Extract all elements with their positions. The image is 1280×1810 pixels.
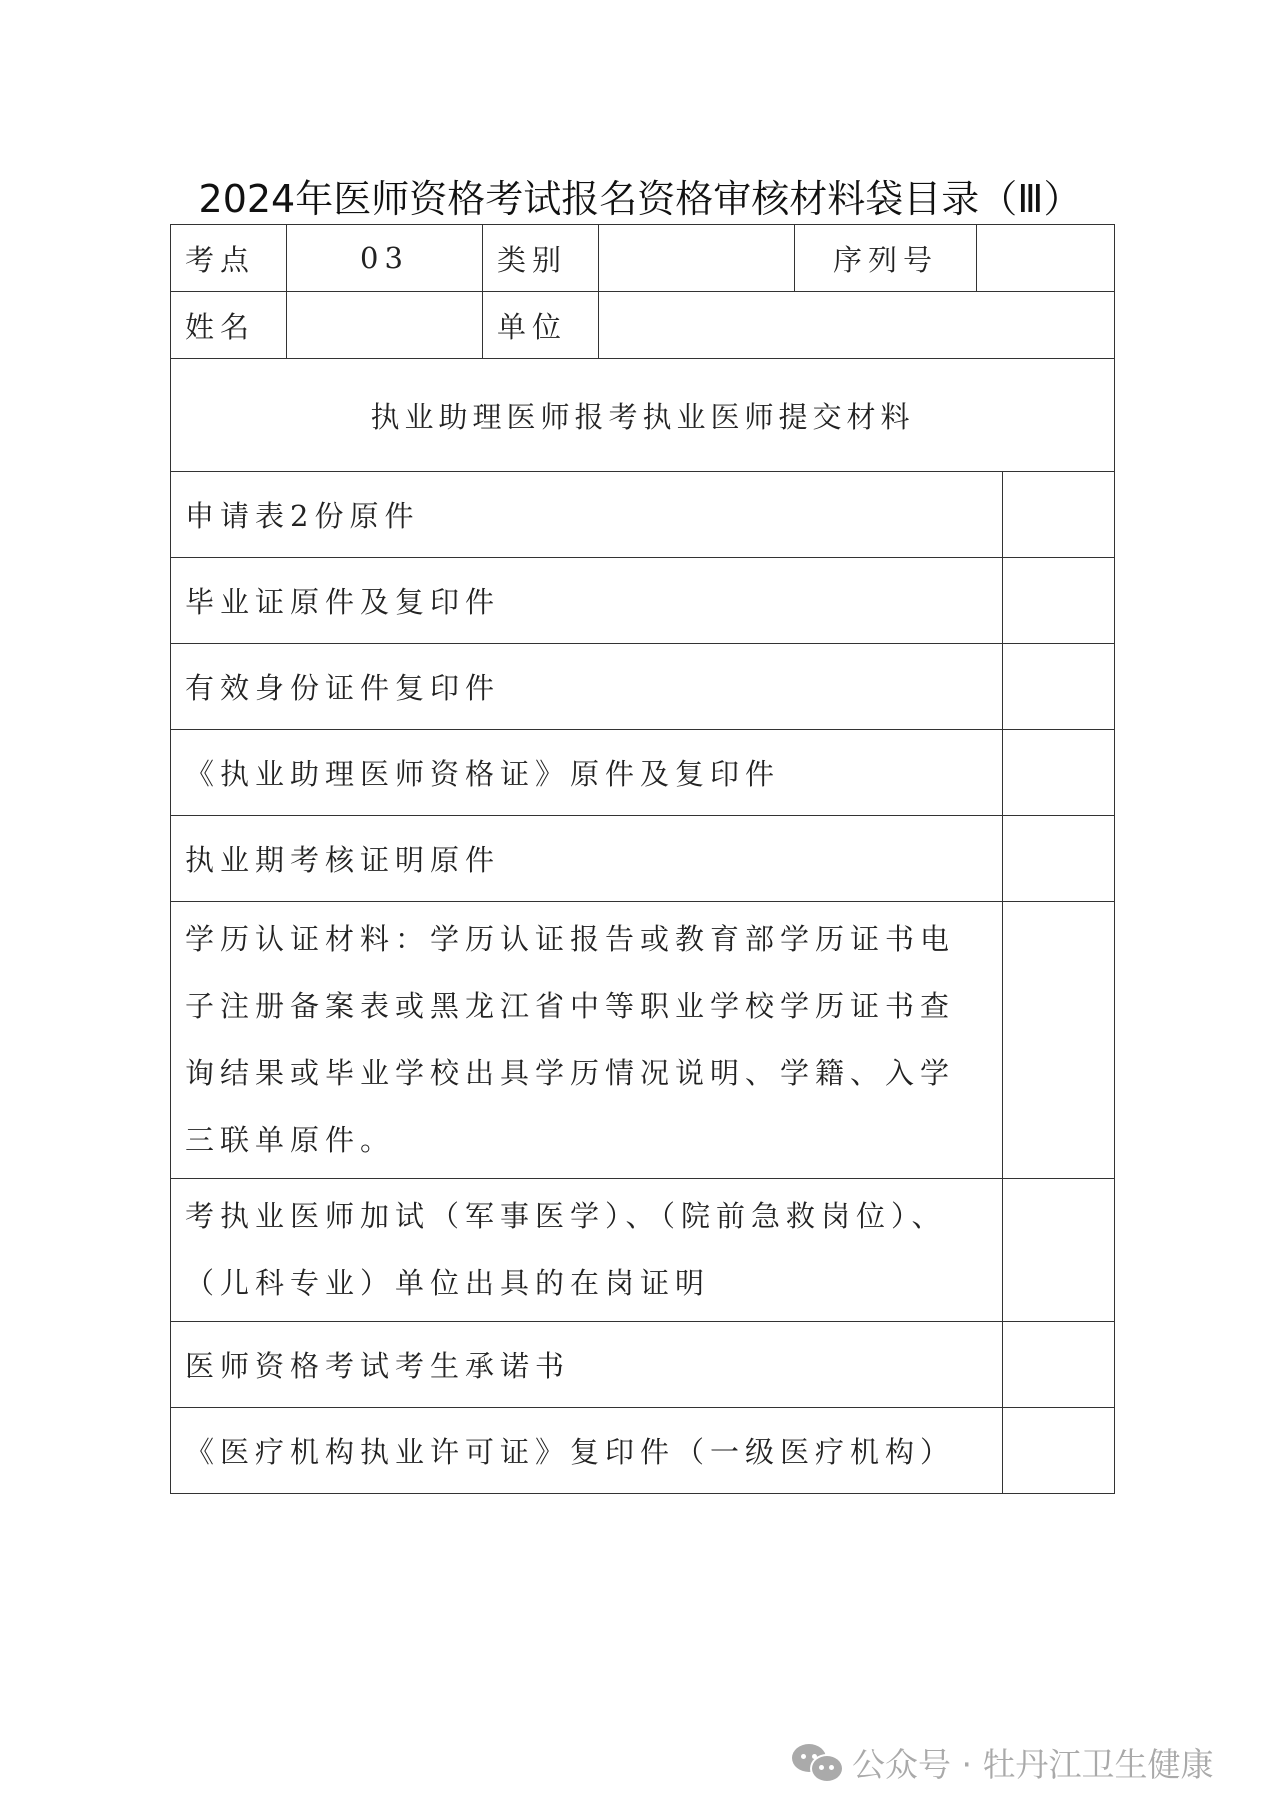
materials-form	[170, 224, 1114, 1494]
category-value[interactable]	[599, 225, 795, 292]
section-row	[171, 359, 1115, 472]
material-label: 考执业医师加试（军事医学）、（院前急救岗位）、（儿科专业）单位出具的在岗证明	[171, 1178, 1003, 1321]
material-row	[171, 815, 1115, 901]
wechat-icon	[790, 1742, 842, 1782]
exam-site-value[interactable]: 03	[287, 225, 483, 292]
serial-label: 序列号	[795, 225, 977, 292]
category-label: 类别	[483, 225, 599, 292]
section-heading: 执业助理医师报考执业医师提交材料	[171, 359, 1115, 472]
material-check-cell[interactable]	[1003, 815, 1115, 901]
material-label: 《执业助理医师资格证》原件及复印件	[171, 729, 1003, 815]
material-check-cell[interactable]	[1003, 1407, 1115, 1493]
watermark	[790, 1740, 1213, 1784]
material-row	[171, 1321, 1115, 1407]
material-check-cell[interactable]	[1003, 643, 1115, 729]
material-label: 毕业证原件及复印件	[171, 557, 1003, 643]
material-check-cell[interactable]	[1003, 901, 1115, 1178]
name-value[interactable]	[287, 292, 483, 359]
document-title: 2024年医师资格考试报名资格审核材料袋目录（Ⅲ）	[198, 177, 1082, 221]
material-row	[171, 643, 1115, 729]
serial-value[interactable]	[977, 225, 1115, 292]
material-label: 学历认证材料：学历认证报告或教育部学历证书电子注册备案表或黑龙江省中等职业学校学历证书查询结果或毕业学校出具学历情况说明、学籍、入学三联单原件。	[171, 901, 1003, 1178]
material-check-cell[interactable]	[1003, 471, 1115, 557]
material-row	[171, 557, 1115, 643]
unit-value[interactable]	[599, 292, 1115, 359]
material-row	[171, 901, 1115, 1178]
material-row	[171, 1407, 1115, 1493]
materials-list	[170, 471, 1115, 1494]
material-label: 有效身份证件复印件	[171, 643, 1003, 729]
watermark-text: 公众号 · 牡丹江卫生健康	[852, 1744, 1214, 1784]
unit-label: 单位	[483, 292, 599, 359]
material-label: 执业期考核证明原件	[171, 815, 1003, 901]
exam-site-label: 考点	[171, 225, 287, 292]
materials-table	[170, 224, 1115, 472]
material-label: 医师资格考试考生承诺书	[171, 1321, 1003, 1407]
material-row	[171, 1178, 1115, 1321]
material-check-cell[interactable]	[1003, 557, 1115, 643]
material-check-cell[interactable]	[1003, 729, 1115, 815]
material-label: 《医疗机构执业许可证》复印件（一级医疗机构）	[171, 1407, 1003, 1493]
material-row	[171, 729, 1115, 815]
header-row-1	[171, 225, 1115, 292]
material-label: 申请表2份原件	[171, 471, 1003, 557]
name-label: 姓名	[171, 292, 287, 359]
header-row-2	[171, 292, 1115, 359]
material-row	[171, 471, 1115, 557]
material-check-cell[interactable]	[1003, 1178, 1115, 1321]
material-check-cell[interactable]	[1003, 1321, 1115, 1407]
